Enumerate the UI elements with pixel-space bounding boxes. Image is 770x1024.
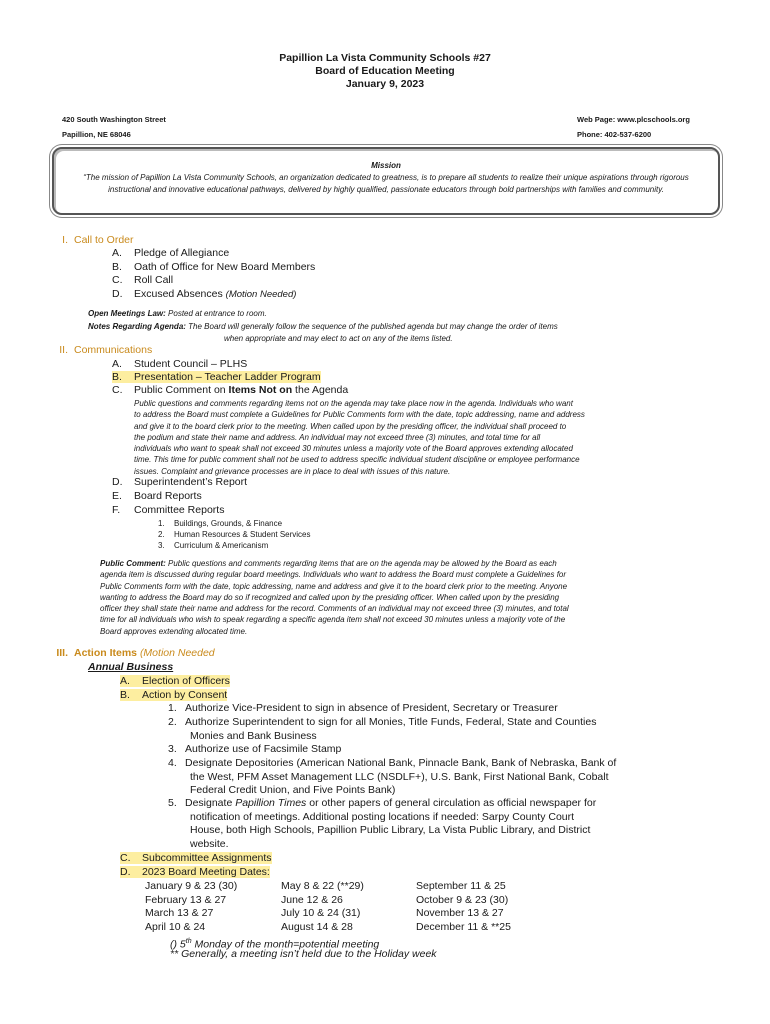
dates-column-1: January 9 & 23 (30) February 13 & 27 March 13 & 27 April 10 & 24 bbox=[145, 880, 238, 933]
mission-box bbox=[52, 147, 720, 215]
sec1-item-b: B. Oath of Office for New Board Members bbox=[112, 261, 316, 273]
web-page: Web Page: www.plcschools.org bbox=[577, 115, 690, 124]
sec3-item-d: D. 2023 Board Meeting Dates: bbox=[120, 866, 270, 878]
sec3-item-b: B. Action by Consent bbox=[120, 689, 228, 701]
annual-business: Annual Business bbox=[88, 661, 174, 673]
sec3-item-c: C. Subcommittee Assignments bbox=[120, 852, 272, 864]
section-2-title: Communications bbox=[74, 344, 153, 356]
mission-text: “The mission of Papillion La Vista Community Schools, an organization dedicated to greatness, is to prepare all students to realize their unique aspirations through rigorous instructional and innovative educational pathways, delivered by highly qualified, passionate educators through bold partnerships with families and community. bbox=[83, 173, 689, 194]
committee-3: 3. Curriculum & Americanism bbox=[158, 541, 269, 550]
committee-2: 2. Human Resources & Student Services bbox=[158, 530, 311, 539]
consent-item-5: 5. Designate Papillion Times or other papers of general circulation as official newspaper for notification of meetings. Additional posting locations if needed: Sarpy County Court House, both High Schools, Papillion Public Library, La Vista Public Library, and District website. bbox=[168, 797, 597, 850]
open-meetings-law: Open Meetings Law: Posted at entrance to room. bbox=[88, 309, 267, 318]
mission-title: Mission bbox=[371, 161, 401, 170]
footnote-holiday: ** Generally, a meeting isn’t held due to the Holiday week bbox=[170, 948, 437, 960]
section-1-title: Call to Order bbox=[74, 234, 134, 246]
sec1-item-a: A. Pledge of Allegiance bbox=[112, 247, 230, 259]
section-3-heading: III. Action Items (Motion Needed bbox=[56, 647, 215, 659]
sec2-item-d: D. Superintendent’s Report bbox=[112, 476, 248, 488]
section-3-title: Action Items bbox=[74, 647, 138, 659]
district-title: Papillion La Vista Community Schools #27 bbox=[279, 52, 491, 64]
sec2-item-c: C. Public Comment on Items Not on the Agenda bbox=[112, 384, 349, 396]
meeting-title: Board of Education Meeting bbox=[315, 65, 455, 77]
address-line-2: Papillion, NE 68046 bbox=[62, 130, 131, 139]
committee-1: 1. Buildings, Grounds, & Finance bbox=[158, 519, 283, 528]
phone: Phone: 402-537-6200 bbox=[577, 130, 652, 139]
section-1-heading bbox=[48, 234, 134, 246]
sec2-item-e: E. Board Reports bbox=[112, 490, 202, 502]
meeting-date: January 9, 2023 bbox=[345, 78, 425, 90]
footnote-fifth-monday: () 5th Monday of the month=potential meeting bbox=[170, 938, 380, 951]
dates-column-2: May 8 & 22 (**29) June 12 & 26 July 10 & 24 (31) August 14 & 28 bbox=[281, 880, 364, 933]
public-comment-not-on-agenda: Public questions and comments regarding items not on the agenda may take place now in the agenda. Individuals who want to address the Board must complete a Guidelines for Public Comments form with the date, topic addressing, name and address and give it to the board clerk prior to the meeting. When called upon by the presiding officer, the individual shall proceed to the podium and state their name and address. An individual may not exceed three (3) minutes, and total time for all individuals who want to speak shall not exceed 30 minutes unless a majority vote of the Board approves extending allocated time. This time for public comment shall not be used to address specific individual student discipline or employee performance issues. Complaint and grievance processes are in place to deal with issues of this nature. bbox=[134, 399, 585, 476]
sec2-item-b: B. Presentation – Teacher Ladder Program bbox=[112, 371, 321, 383]
notes-regarding-agenda-cont: when appropriate and may elect to act on any of the items listed. bbox=[224, 334, 453, 343]
public-comment-on-agenda: Public Comment: Public questions and comments regarding items that are on the agenda may be allowed by the Board as each agenda item is discussed during regular board meetings. Individuals who want to address the Board must complete a Guidelines for Public Comments form with the date, topic addressing, name and address and give it to the board clerk prior to the meeting. Anyone wanting to address the Board may do so if recognized and called upon by the presiding officer. When called upon by the presiding officer they shall state their name and address for the record. Comments of an individual may not exceed three (3) minutes, and total time for all individuals who wish to speak regarding a specific agenda item shall not exceed 30 minutes unless a majority vote of the Board approves extending allocated time. bbox=[100, 559, 569, 636]
sec1-item-d: D. Excused Absences (Motion Needed) bbox=[112, 288, 297, 300]
consent-item-2: 2. Authorize Superintendent to sign for all Monies, Title Funds, Federal, State and Counties Monies and Bank Business bbox=[168, 716, 597, 742]
sec3-item-a: A. Election of Officers bbox=[120, 675, 230, 687]
dates-column-3: September 11 & 25 October 9 & 23 (30) November 13 & 27 December 11 & **25 bbox=[416, 880, 511, 933]
consent-item-3: 3. Authorize use of Facsimile Stamp bbox=[168, 743, 342, 755]
sec2-item-f: F. Committee Reports bbox=[112, 504, 225, 516]
sec2-item-a: A. Student Council – PLHS bbox=[112, 358, 248, 370]
section-2-heading: II. Communications bbox=[59, 344, 153, 356]
notes-regarding-agenda: Notes Regarding Agenda: The Board will generally follow the sequence of the published agenda but may change the order of items bbox=[88, 322, 558, 331]
address-line-1: 420 South Washington Street bbox=[62, 115, 166, 124]
consent-item-1: 1. Authorize Vice-President to sign in absence of President, Secretary or Treasurer bbox=[168, 702, 558, 714]
section-1-number: I. bbox=[62, 234, 68, 246]
consent-item-4: 4. Designate Depositories (American National Bank, Pinnacle Bank, Bank of Nebraska, Bank of the West, PFM Asset Management LLC (NSDLF+), U.S. Bank, First National Bank, Cobalt Federal Credit Union, and Five Points Bank) bbox=[168, 757, 617, 796]
sec1-item-c: C. Roll Call bbox=[112, 274, 174, 286]
